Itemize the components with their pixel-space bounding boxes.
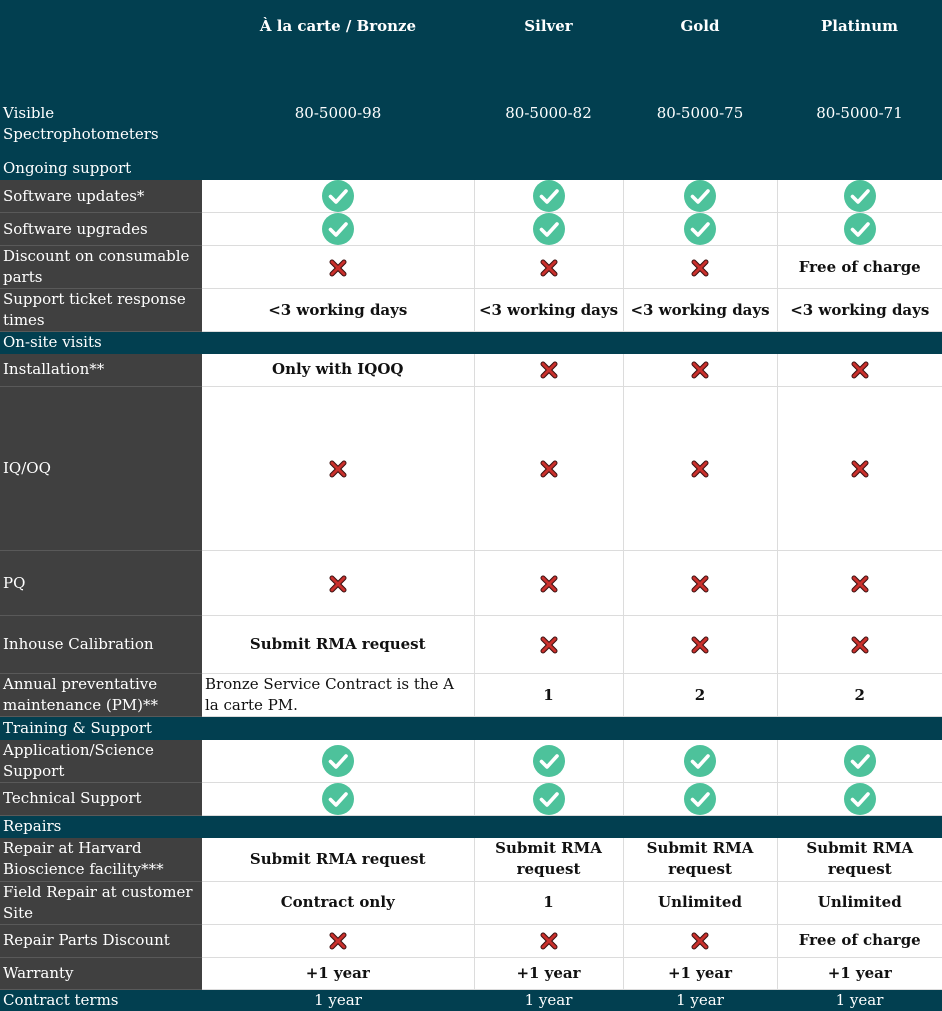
feature-value-platinum xyxy=(777,354,942,387)
feature-value-gold xyxy=(623,551,777,616)
check-circle-icon xyxy=(533,213,565,245)
feature-value-gold xyxy=(623,616,777,674)
feature-value-gold xyxy=(623,740,777,783)
feature-row xyxy=(0,289,942,332)
contract-terms-silver: 1 year xyxy=(474,989,623,1011)
feature-value-silver xyxy=(474,354,623,387)
cross-icon xyxy=(540,636,558,654)
feature-label: PQ xyxy=(0,551,202,616)
feature-value-bronze: Contract only xyxy=(202,881,474,924)
cross-icon xyxy=(329,259,347,277)
feature-value-silver: 1 xyxy=(474,674,623,717)
feature-row xyxy=(0,924,942,957)
cross-icon xyxy=(851,575,869,593)
check-circle-icon xyxy=(684,745,716,777)
feature-value-platinum xyxy=(777,740,942,783)
cross-icon xyxy=(691,259,709,277)
check-circle-icon xyxy=(533,180,565,212)
tier-silver-header: Silver xyxy=(474,0,623,52)
feature-label: Annual preventative maintenance (PM)** xyxy=(0,674,202,717)
contract-terms-bronze: 1 year xyxy=(202,989,474,1011)
feature-value-gold: Submit RMA request xyxy=(623,838,777,881)
contract-terms-platinum: 1 year xyxy=(777,989,942,1011)
feature-label: IQ/OQ xyxy=(0,387,202,551)
cross-icon xyxy=(540,361,558,379)
cross-icon xyxy=(691,636,709,654)
feature-value-platinum xyxy=(777,782,942,815)
cross-icon xyxy=(851,636,869,654)
check-circle-icon xyxy=(844,745,876,777)
section-header-row xyxy=(0,332,942,354)
cross-icon xyxy=(329,575,347,593)
check-circle-icon xyxy=(684,213,716,245)
feature-value-gold: Unlimited xyxy=(623,881,777,924)
contract-terms-gold: 1 year xyxy=(623,989,777,1011)
feature-value-platinum xyxy=(777,616,942,674)
feature-value-bronze xyxy=(202,180,474,213)
feature-value-silver xyxy=(474,213,623,246)
feature-value-platinum xyxy=(777,387,942,551)
feature-value-platinum: Submit RMA request xyxy=(777,838,942,881)
feature-value-gold xyxy=(623,246,777,289)
feature-row xyxy=(0,616,942,674)
feature-value-gold: <3 working days xyxy=(623,289,777,332)
cross-icon xyxy=(540,460,558,478)
feature-row xyxy=(0,674,942,717)
feature-value-platinum: Free of charge xyxy=(777,924,942,957)
feature-value-gold xyxy=(623,924,777,957)
check-circle-icon xyxy=(322,745,354,777)
feature-row xyxy=(0,881,942,924)
section-header-row xyxy=(0,717,942,740)
check-circle-icon xyxy=(533,783,565,815)
cross-icon xyxy=(691,932,709,950)
part-number-bronze: 80-5000-98 xyxy=(202,52,474,157)
feature-label: Support ticket response times xyxy=(0,289,202,332)
feature-row xyxy=(0,246,942,289)
feature-value-bronze xyxy=(202,387,474,551)
feature-row xyxy=(0,551,942,616)
cross-icon xyxy=(540,259,558,277)
feature-value-silver: Submit RMA request xyxy=(474,838,623,881)
check-circle-icon xyxy=(684,180,716,212)
feature-label: Software updates* xyxy=(0,180,202,213)
feature-value-bronze xyxy=(202,924,474,957)
feature-value-bronze xyxy=(202,782,474,815)
section-header-row xyxy=(0,157,942,180)
check-circle-icon xyxy=(322,213,354,245)
feature-row xyxy=(0,180,942,213)
contract-terms-row xyxy=(0,989,942,1011)
contract-terms-label: Contract terms xyxy=(0,989,202,1011)
feature-label: Installation** xyxy=(0,354,202,387)
feature-value-bronze xyxy=(202,246,474,289)
check-circle-icon xyxy=(844,213,876,245)
header-corner-cell xyxy=(0,0,202,52)
feature-label: Software upgrades xyxy=(0,213,202,246)
feature-value-platinum: <3 working days xyxy=(777,289,942,332)
feature-value-silver: <3 working days xyxy=(474,289,623,332)
feature-value-platinum: +1 year xyxy=(777,957,942,989)
feature-value-gold xyxy=(623,180,777,213)
feature-value-bronze xyxy=(202,551,474,616)
product-label: Visible Spectrophotometers xyxy=(0,52,202,157)
part-number-silver: 80-5000-82 xyxy=(474,52,623,157)
feature-row xyxy=(0,213,942,246)
feature-value-silver: +1 year xyxy=(474,957,623,989)
part-number-platinum: 80-5000-71 xyxy=(777,52,942,157)
feature-value-silver xyxy=(474,782,623,815)
cross-icon xyxy=(851,460,869,478)
feature-value-gold: 2 xyxy=(623,674,777,717)
feature-label: Discount on consumable parts xyxy=(0,246,202,289)
feature-value-silver xyxy=(474,924,623,957)
feature-value-bronze: Submit RMA request xyxy=(202,838,474,881)
feature-value-platinum xyxy=(777,180,942,213)
feature-row xyxy=(0,354,942,387)
check-circle-icon xyxy=(322,180,354,212)
feature-row xyxy=(0,387,942,551)
check-circle-icon xyxy=(844,783,876,815)
feature-row xyxy=(0,782,942,815)
section-header-label: Repairs xyxy=(0,815,942,838)
feature-value-gold xyxy=(623,213,777,246)
cross-icon xyxy=(691,361,709,379)
cross-icon xyxy=(691,460,709,478)
feature-row xyxy=(0,740,942,783)
feature-value-silver xyxy=(474,551,623,616)
feature-row xyxy=(0,838,942,881)
feature-label: Technical Support xyxy=(0,782,202,815)
feature-value-bronze xyxy=(202,213,474,246)
cross-icon xyxy=(329,932,347,950)
feature-value-platinum xyxy=(777,213,942,246)
feature-label: Warranty xyxy=(0,957,202,989)
feature-value-bronze: <3 working days xyxy=(202,289,474,332)
feature-value-silver xyxy=(474,740,623,783)
feature-value-silver: 1 xyxy=(474,881,623,924)
feature-value-silver xyxy=(474,180,623,213)
feature-value-bronze: Bronze Service Contract is the A la carte PM. xyxy=(202,674,474,717)
tier-header-row xyxy=(0,0,942,52)
feature-value-platinum: 2 xyxy=(777,674,942,717)
feature-value-silver xyxy=(474,387,623,551)
cross-icon xyxy=(540,575,558,593)
feature-row xyxy=(0,957,942,989)
feature-value-bronze: +1 year xyxy=(202,957,474,989)
feature-value-bronze: Only with IQOQ xyxy=(202,354,474,387)
section-header-label: On-site visits xyxy=(0,332,942,354)
check-circle-icon xyxy=(844,180,876,212)
section-header-row xyxy=(0,815,942,838)
feature-value-platinum xyxy=(777,551,942,616)
cross-icon xyxy=(691,575,709,593)
section-header-label: Ongoing support xyxy=(0,157,942,180)
feature-value-gold xyxy=(623,782,777,815)
tier-bronze-header: À la carte / Bronze xyxy=(202,0,474,52)
feature-label: Field Repair at customer Site xyxy=(0,881,202,924)
check-circle-icon xyxy=(533,745,565,777)
feature-label: Repair at Harvard Bioscience facility*** xyxy=(0,838,202,881)
feature-value-gold xyxy=(623,387,777,551)
feature-value-silver xyxy=(474,616,623,674)
check-circle-icon xyxy=(684,783,716,815)
tier-platinum-header: Platinum xyxy=(777,0,942,52)
section-header-label: Training & Support xyxy=(0,717,942,740)
feature-value-silver xyxy=(474,246,623,289)
feature-value-platinum: Free of charge xyxy=(777,246,942,289)
check-circle-icon xyxy=(322,783,354,815)
feature-value-gold: +1 year xyxy=(623,957,777,989)
part-number-row xyxy=(0,52,942,157)
feature-value-bronze xyxy=(202,740,474,783)
cross-icon xyxy=(851,361,869,379)
feature-value-bronze: Submit RMA request xyxy=(202,616,474,674)
feature-label: Application/Science Support xyxy=(0,740,202,783)
tier-gold-header: Gold xyxy=(623,0,777,52)
feature-value-platinum: Unlimited xyxy=(777,881,942,924)
cross-icon xyxy=(329,460,347,478)
cross-icon xyxy=(540,932,558,950)
part-number-gold: 80-5000-75 xyxy=(623,52,777,157)
feature-label: Inhouse Calibration xyxy=(0,616,202,674)
feature-label: Repair Parts Discount xyxy=(0,924,202,957)
feature-value-gold xyxy=(623,354,777,387)
